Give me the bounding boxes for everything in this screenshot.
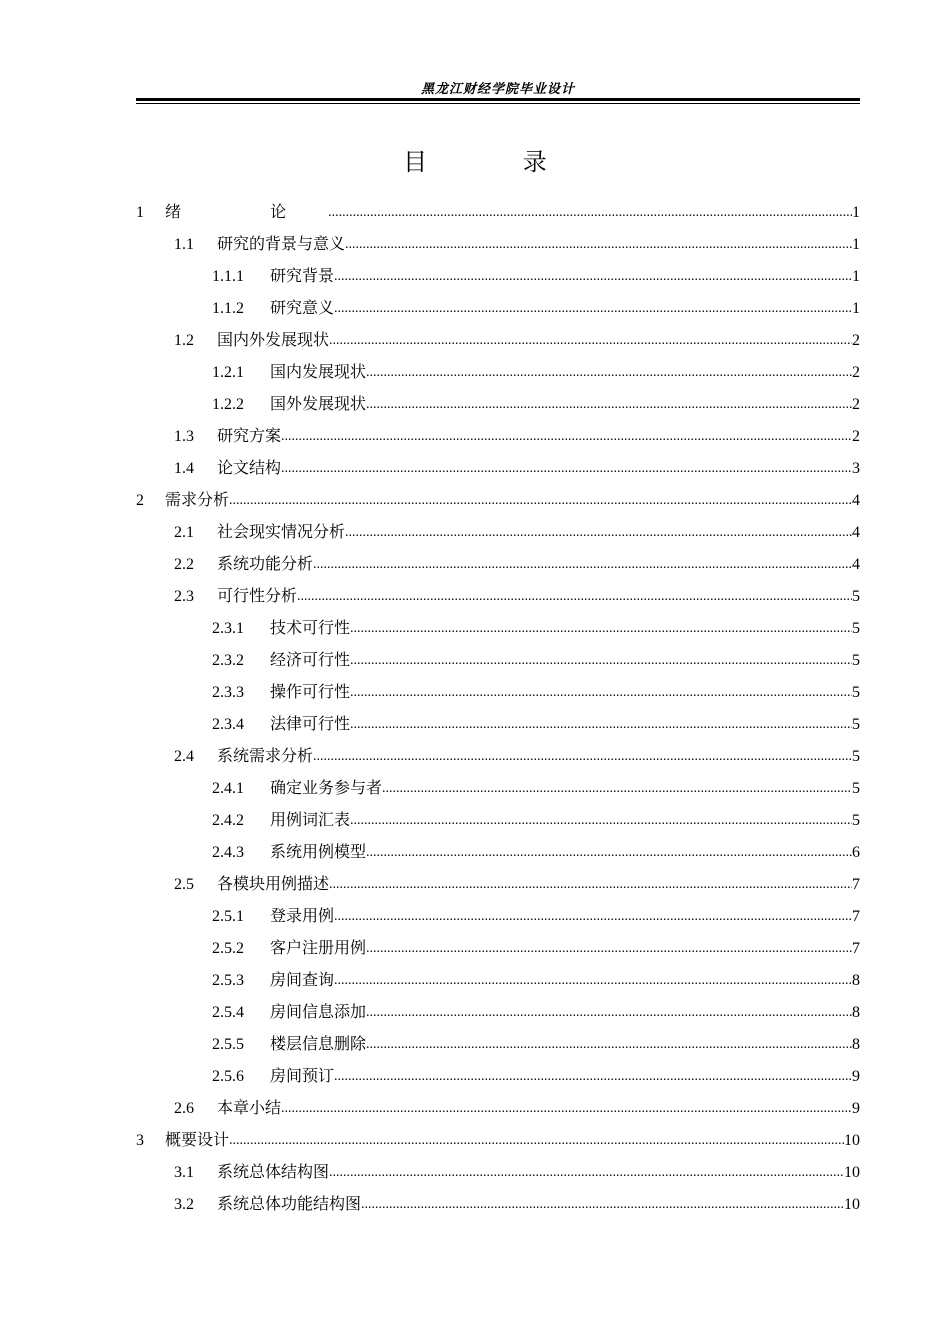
toc-entry-label: 本章小结	[217, 1098, 282, 1117]
toc-entry-page: 7	[852, 908, 860, 925]
toc-leader-dots	[345, 229, 852, 261]
toc-entry[interactable]	[136, 1156, 860, 1188]
toc-entry-label: 系统总体结构图	[217, 1162, 330, 1181]
toc-entry-page: 8	[852, 1036, 860, 1053]
toc-entry-number: 1.1.1	[212, 268, 244, 285]
toc-leader-dots	[334, 293, 852, 325]
toc-leader-dots	[350, 645, 852, 677]
toc-leader-dots	[361, 1189, 844, 1221]
toc-entry-page: 4	[852, 524, 860, 541]
toc-entry-page: 9	[852, 1100, 860, 1117]
toc-entry-number: 2.4.2	[212, 812, 244, 829]
toc-entry-label: 技术可行性	[270, 618, 351, 637]
toc-entry[interactable]	[136, 1124, 860, 1156]
toc-entry-number: 2.5.3	[212, 972, 244, 989]
toc-entry-page: 2	[852, 332, 860, 349]
toc-entry[interactable]	[136, 932, 860, 964]
toc-leader-dots	[297, 581, 852, 613]
toc-title: 目 录	[403, 148, 591, 176]
toc-entry-label: 房间信息添加	[270, 1002, 367, 1021]
toc-entry-number: 2.5.2	[212, 940, 244, 957]
toc-leader-dots	[366, 837, 852, 869]
toc-entry[interactable]	[136, 900, 860, 932]
toc-entry-page: 5	[852, 812, 860, 829]
toc-entry-label: 房间预订	[270, 1066, 335, 1085]
toc-entry[interactable]	[136, 1028, 860, 1060]
toc-leader-dots	[229, 1125, 844, 1157]
toc-entry-label: 楼层信息删除	[270, 1034, 367, 1053]
toc-entry-number: 1.1.2	[212, 300, 244, 317]
toc-entry-number: 1.1	[174, 236, 194, 253]
toc-entry-number: 2.5	[174, 876, 194, 893]
toc-leader-dots	[334, 261, 852, 293]
toc-entry-page: 4	[852, 492, 860, 509]
toc-entry-page: 2	[852, 396, 860, 413]
toc-entry[interactable]	[136, 420, 860, 452]
toc-entry-number: 2.4	[174, 748, 194, 765]
toc-entry[interactable]	[136, 996, 860, 1028]
toc-entry[interactable]	[136, 484, 860, 516]
toc-entry[interactable]	[136, 452, 860, 484]
toc-entry-number: 1.4	[174, 460, 194, 477]
toc-leader-dots	[329, 325, 852, 357]
toc-leader-dots	[350, 613, 852, 645]
toc-entry-label: 绪 论	[165, 202, 329, 221]
toc-entry[interactable]	[136, 1092, 860, 1124]
toc-entry-number: 1	[136, 204, 144, 221]
toc-leader-dots	[350, 677, 852, 709]
toc-entry-number: 2.3.4	[212, 716, 244, 733]
toc-entry-label: 法律可行性	[270, 714, 351, 733]
toc-entry-page: 1	[852, 204, 860, 221]
toc-entry-label: 研究背景	[270, 266, 335, 285]
toc-entry-page: 7	[852, 940, 860, 957]
toc-entry-page: 5	[852, 620, 860, 637]
toc-entry-page: 1	[852, 268, 860, 285]
toc-leader-dots	[366, 1029, 852, 1061]
toc-leader-dots	[350, 805, 852, 837]
toc-entry-page: 5	[852, 684, 860, 701]
toc-entry-number: 2	[136, 492, 144, 509]
toc-entry-label: 登录用例	[270, 906, 335, 925]
toc-leader-dots	[281, 1093, 852, 1125]
toc-entry[interactable]	[136, 612, 860, 644]
toc-entry-number: 3.2	[174, 1196, 194, 1213]
toc-entry[interactable]	[136, 388, 860, 420]
toc-leader-dots	[366, 933, 852, 965]
toc-entry-number: 1.2.1	[212, 364, 244, 381]
toc-entry[interactable]	[136, 708, 860, 740]
toc-leader-dots	[313, 549, 852, 581]
header-rule-thin	[136, 103, 860, 104]
toc-entry-number: 2.5.5	[212, 1036, 244, 1053]
toc-entry[interactable]	[136, 1060, 860, 1092]
toc-entry-label: 研究的背景与意义	[217, 234, 346, 253]
toc-entry[interactable]	[136, 644, 860, 676]
toc-leader-dots	[313, 741, 852, 773]
toc-entry-label: 论文结构	[217, 458, 282, 477]
toc-entry-page: 1	[852, 300, 860, 317]
toc-entry-label: 经济可行性	[270, 650, 351, 669]
toc-entry[interactable]	[136, 260, 860, 292]
toc-entry-label: 概要设计	[165, 1130, 230, 1149]
toc-entry-page: 10	[844, 1196, 860, 1213]
toc-leader-dots	[328, 197, 852, 229]
toc-leader-dots	[382, 773, 852, 805]
toc-entry-label: 系统功能分析	[217, 554, 314, 573]
toc-entry[interactable]	[136, 228, 860, 260]
toc-entry[interactable]	[136, 836, 860, 868]
page-header: 黑龙江财经学院毕业设计	[420, 82, 575, 97]
toc-entry[interactable]	[136, 292, 860, 324]
toc-entry-number: 2.5.1	[212, 908, 244, 925]
toc-entry-page: 5	[852, 748, 860, 765]
toc-entry-number: 2.4.3	[212, 844, 244, 861]
toc-leader-dots	[366, 997, 852, 1029]
toc-entry-label: 可行性分析	[217, 586, 298, 605]
toc-entry-page: 8	[852, 972, 860, 989]
toc-entry[interactable]	[136, 324, 860, 356]
toc-leader-dots	[329, 869, 852, 901]
toc-entry-label: 各模块用例描述	[217, 874, 330, 893]
toc-entry-page: 5	[852, 652, 860, 669]
toc-entry-label: 客户注册用例	[270, 938, 367, 957]
toc-entry-page: 3	[852, 460, 860, 477]
toc-entry-page: 2	[852, 428, 860, 445]
toc-leader-dots	[281, 453, 852, 485]
toc-entry-label: 系统用例模型	[270, 842, 367, 861]
toc-entry[interactable]	[136, 676, 860, 708]
toc-entry[interactable]	[136, 804, 860, 836]
toc-entry-number: 2.3.3	[212, 684, 244, 701]
toc-entry-label: 系统总体功能结构图	[217, 1194, 362, 1213]
toc-entry-label: 国内外发展现状	[217, 330, 330, 349]
toc-entry[interactable]	[136, 1188, 860, 1220]
toc-entry-number: 1.2	[174, 332, 194, 349]
toc-leader-dots	[350, 709, 852, 741]
toc-entry-number: 1.3	[174, 428, 194, 445]
table-of-contents	[136, 196, 860, 1220]
toc-entry-page: 5	[852, 716, 860, 733]
toc-entry-page: 6	[852, 844, 860, 861]
toc-entry-label: 需求分析	[165, 490, 230, 509]
toc-entry-label: 研究方案	[217, 426, 282, 445]
toc-leader-dots	[366, 389, 852, 421]
toc-entry-number: 2.4.1	[212, 780, 244, 797]
toc-entry-label: 房间查询	[270, 970, 335, 989]
toc-leader-dots	[329, 1157, 844, 1189]
toc-leader-dots	[334, 1061, 852, 1093]
toc-entry-page: 10	[844, 1132, 860, 1149]
toc-entry-page: 1	[852, 236, 860, 253]
toc-entry-page: 4	[852, 556, 860, 573]
toc-leader-dots	[345, 517, 852, 549]
toc-entry-number: 1.2.2	[212, 396, 244, 413]
toc-entry[interactable]	[136, 868, 860, 900]
toc-leader-dots	[229, 485, 852, 517]
toc-leader-dots	[334, 901, 852, 933]
toc-entry-label: 系统需求分析	[217, 746, 314, 765]
toc-entry-number: 2.3.1	[212, 620, 244, 637]
toc-entry[interactable]	[136, 196, 860, 228]
toc-entry-label: 确定业务参与者	[270, 778, 383, 797]
toc-entry[interactable]	[136, 772, 860, 804]
toc-entry-number: 2.5.6	[212, 1068, 244, 1085]
toc-entry-number: 3.1	[174, 1164, 194, 1181]
toc-entry[interactable]	[136, 548, 860, 580]
toc-entry-number: 2.6	[174, 1100, 194, 1117]
toc-entry-label: 国内发展现状	[270, 362, 367, 381]
toc-leader-dots	[334, 965, 852, 997]
toc-entry-page: 5	[852, 588, 860, 605]
header-rule-thick	[136, 98, 860, 101]
toc-entry[interactable]	[136, 516, 860, 548]
toc-entry[interactable]	[136, 580, 860, 612]
toc-entry-page: 10	[844, 1164, 860, 1181]
toc-leader-dots	[281, 421, 852, 453]
toc-entry-label: 操作可行性	[270, 682, 351, 701]
toc-entry-number: 2.2	[174, 556, 194, 573]
toc-entry-label: 国外发展现状	[270, 394, 367, 413]
toc-entry-number: 3	[136, 1132, 144, 1149]
toc-entry-page: 7	[852, 876, 860, 893]
toc-entry-page: 9	[852, 1068, 860, 1085]
toc-entry[interactable]	[136, 356, 860, 388]
toc-entry-label: 社会现实情况分析	[217, 522, 346, 541]
toc-entry-number: 2.5.4	[212, 1004, 244, 1021]
toc-entry[interactable]	[136, 964, 860, 996]
toc-entry-page: 8	[852, 1004, 860, 1021]
toc-entry-number: 2.3	[174, 588, 194, 605]
toc-entry-label: 用例词汇表	[270, 810, 351, 829]
toc-entry-page: 5	[852, 780, 860, 797]
toc-entry[interactable]	[136, 740, 860, 772]
toc-entry-number: 2.1	[174, 524, 194, 541]
toc-entry-page: 2	[852, 364, 860, 381]
toc-entry-label: 研究意义	[270, 298, 335, 317]
toc-entry-number: 2.3.2	[212, 652, 244, 669]
toc-leader-dots	[366, 357, 852, 389]
